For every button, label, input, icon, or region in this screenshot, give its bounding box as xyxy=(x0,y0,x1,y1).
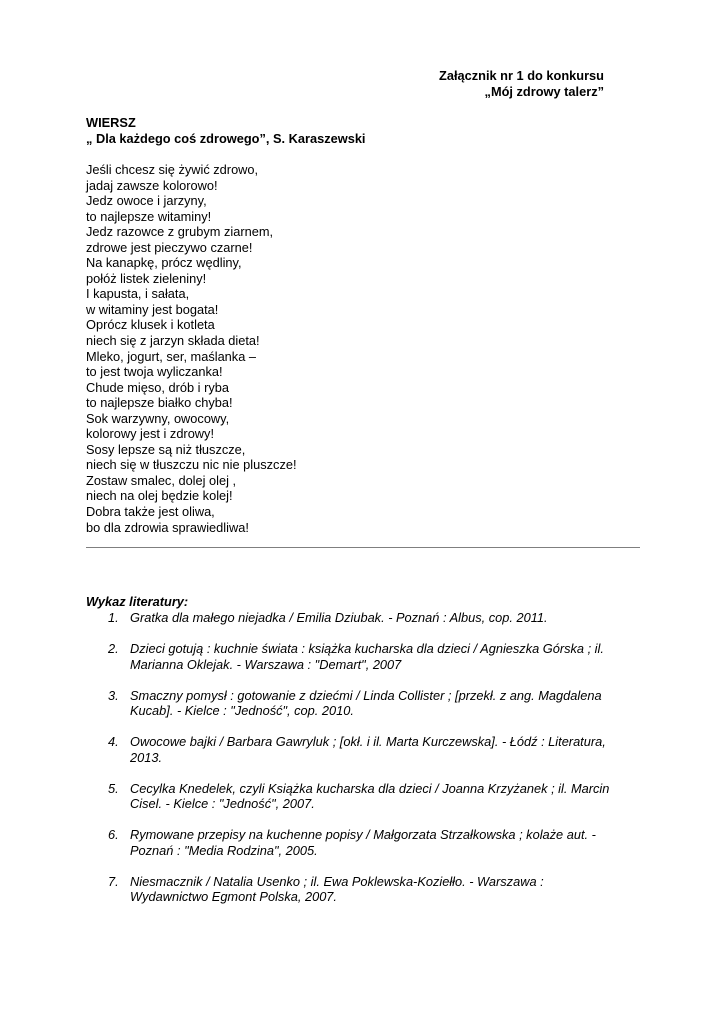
poem-line: I kapusta, i sałata, xyxy=(86,286,190,302)
literature-item xyxy=(86,827,646,858)
poem-line: to jest twoja wyliczanka! xyxy=(86,364,223,380)
poem-line: niech na olej będzie kolej! xyxy=(86,488,233,504)
literature-item-number: 2. xyxy=(108,641,119,656)
literature-item-text xyxy=(130,781,646,812)
literature-item-line: Marianna Oklejak. - Warszawa : "Demart", 2007 xyxy=(130,656,402,672)
literature-item xyxy=(86,688,646,719)
poem-line: Mleko, jogurt, ser, maślanka – xyxy=(86,348,256,364)
poem-label: WIERSZ xyxy=(86,115,136,130)
literature-item-line: Niesmacznik / Natalia Usenko ; il. Ewa Poklewska-Koziełło. - Warszawa : xyxy=(130,873,544,889)
literature-item-line: Cisel. - Kielce : "Jedność", 2007. xyxy=(130,796,315,811)
literature-list xyxy=(86,610,646,920)
literature-item-line: 2013. xyxy=(130,749,163,765)
literature-item xyxy=(86,610,646,626)
poem-line: Sosy lepsze są niż tłuszcze, xyxy=(86,441,246,457)
poem-body xyxy=(86,162,297,535)
literature-item-line: Smaczny pomysł : gotowanie z dziećmi / Linda Collister ; [przekł. z ang. Magdalena xyxy=(130,687,602,703)
literature-item-line: Dzieci gotują : kuchnie świata : książka kucharska dla dzieci / Agnieszka Górska ; il. xyxy=(130,641,604,656)
poem-line: to najlepsze białko chyba! xyxy=(86,395,233,411)
literature-item xyxy=(86,781,646,812)
poem-line: Oprócz klusek i kotleta xyxy=(86,317,215,333)
poem-line: jadaj zawsze kolorowo! xyxy=(86,177,218,193)
poem-line: Zostaw smalec, dolej olej , xyxy=(86,472,237,488)
poem-line: Na kanapkę, prócz wędliny, xyxy=(86,255,242,271)
poem-line: Jedz razowce z grubym ziarnem, xyxy=(86,224,274,240)
poem-line: Jedz owoce i jarzyny, xyxy=(86,193,207,209)
poem-line: niech się w tłuszczu nic nie pluszcze! xyxy=(86,457,297,473)
poem-line: to najlepsze witaminy! xyxy=(86,208,212,224)
poem-line: Sok warzywny, owocowy, xyxy=(86,410,230,426)
literature-item-text xyxy=(130,827,646,858)
literature-title: Wykaz literatury: xyxy=(86,594,189,609)
literature-item xyxy=(86,641,646,672)
poem-line: kolorowy jest i zdrowy! xyxy=(86,426,215,442)
literature-item-line: Gratka dla małego niejadka / Emilia Dziubak. - Poznań : Albus, cop. 2011. xyxy=(130,610,548,625)
poem-line: zdrowe jest pieczywo czarne! xyxy=(86,239,253,255)
literature-item-number: 5. xyxy=(108,780,119,796)
poem-line: niech się z jarzyn składa dieta! xyxy=(86,333,260,349)
section-divider xyxy=(86,547,640,548)
literature-item-text xyxy=(130,874,646,905)
poem-line: Dobra także jest oliwa, xyxy=(86,504,215,520)
literature-item-number: 7. xyxy=(108,873,119,889)
attachment-header-line: Załącznik nr 1 do konkursu xyxy=(439,68,604,83)
poem-title: „ Dla każdego coś zdrowego”, S. Karaszewski xyxy=(86,131,366,146)
contest-title: „Mój zdrowy talerz” xyxy=(484,84,604,99)
literature-item xyxy=(86,734,646,765)
poem-line: Chude mięso, drób i ryba xyxy=(86,379,229,395)
literature-item-line: Kucab]. - Kielce : "Jedność", cop. 2010. xyxy=(130,703,354,718)
literature-item-line: Rymowane przepisy na kuchenne popisy / Małgorzata Strzałkowska ; kolaże aut. - xyxy=(130,827,596,842)
literature-item-text xyxy=(130,641,646,672)
attachment-header xyxy=(439,68,604,100)
literature-item-line: Wydawnictwo Egmont Polska, 2007. xyxy=(130,889,337,904)
literature-item-number: 6. xyxy=(108,827,119,842)
literature-item-line: Poznań : "Media Rodzina", 2005. xyxy=(130,842,318,858)
poem-line: w witaminy jest bogata! xyxy=(86,301,219,317)
literature-item-number: 1. xyxy=(108,610,119,625)
literature-item-text xyxy=(130,610,646,626)
poem-line: połóż listek zieleniny! xyxy=(86,270,207,286)
poem-line: Jeśli chcesz się żywić zdrowo, xyxy=(86,162,259,177)
literature-item-text xyxy=(130,688,646,719)
literature-item-text xyxy=(130,734,646,765)
literature-item xyxy=(86,874,646,905)
literature-item-number: 4. xyxy=(108,734,119,749)
poem-line: bo dla zdrowia sprawiedliwa! xyxy=(86,519,249,535)
poem-heading xyxy=(86,115,366,147)
literature-item-line: Cecylka Knedelek, czyli Książka kucharska dla dzieci / Joanna Krzyżanek ; il. Marcin xyxy=(130,780,610,796)
literature-item-line: Owocowe bajki / Barbara Gawryluk ; [okł. i il. Marta Kurczewska]. - Łódź : Literatura, xyxy=(130,734,606,749)
literature-item-number: 3. xyxy=(108,687,119,703)
